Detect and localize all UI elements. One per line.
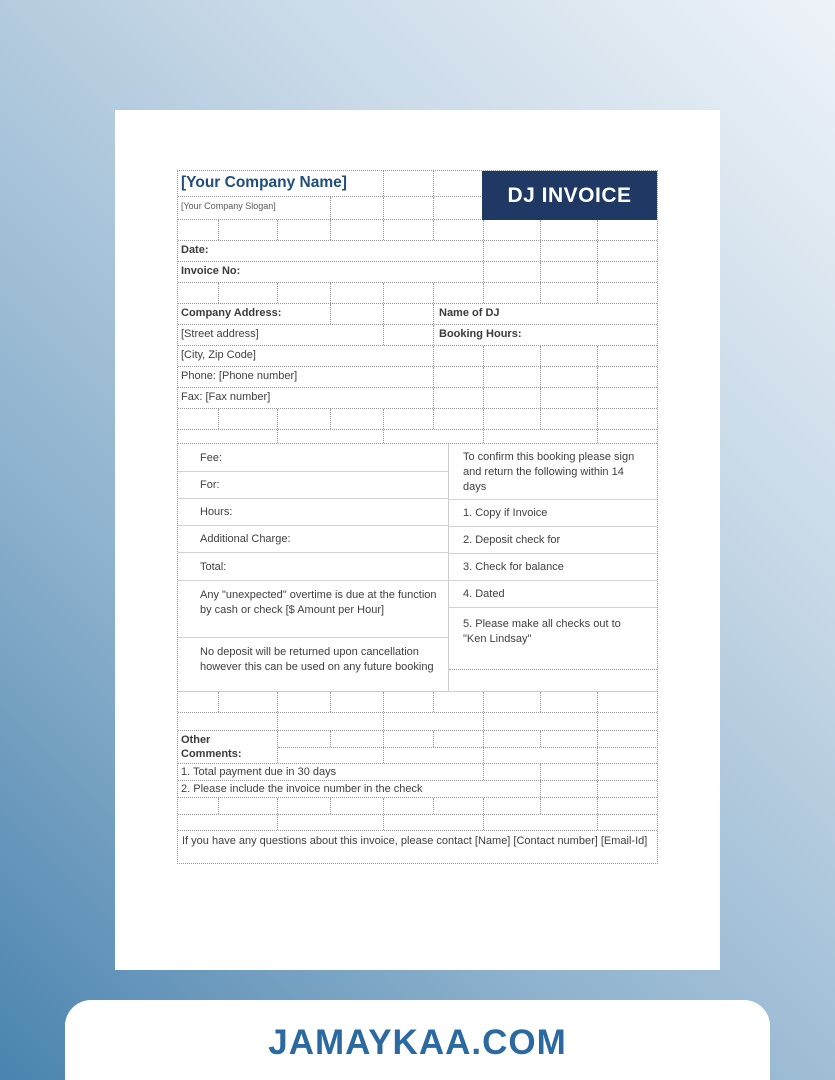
grid-cell [434,388,484,408]
for-row [178,472,448,499]
grid-cell [598,748,657,764]
grid-cell [541,731,598,747]
grid-cell [484,220,541,240]
grid-cell [484,367,541,387]
grid-spacer-row [178,409,657,430]
grid-spacer-row [178,713,657,731]
fee-label: Fee: [200,451,223,464]
comment-item-cell [178,764,484,780]
other-comments-row [178,731,657,764]
phone: Phone: [Phone number] [181,370,298,382]
grid-cell [541,262,598,282]
grid-cell [434,346,484,366]
grid-cell [484,430,598,443]
date-row [178,241,657,262]
grid-cell [384,283,434,303]
additional-charge-row [178,526,448,553]
grid-cell [384,815,484,830]
grid-spacer-row [278,748,657,764]
city-zip: [City, Zip Code] [181,349,256,361]
grid-cell [541,692,598,712]
grid-cell [331,692,384,712]
city-zip-cell [178,346,434,366]
grid-cell [384,692,434,712]
grid-cell [598,409,657,429]
grid-cell [598,713,657,730]
grid-cell [278,798,331,814]
grid-cell [484,798,541,814]
grid-cell [598,692,657,712]
other-comments-grid [278,731,657,763]
grid-cell [331,409,384,429]
grid-cell [331,731,384,747]
company-name-cell [178,171,384,196]
grid-cell [331,220,384,240]
grid-cell [178,692,219,712]
grid-cell [598,220,657,240]
grid-cell [384,325,434,345]
grid-cell [484,731,541,747]
grid-cell [434,367,484,387]
grid-cell [598,367,657,387]
grid-cell [434,409,484,429]
grid-cell [331,283,384,303]
street-address: [Street address] [181,328,259,340]
street-address-cell [178,325,384,345]
grid-cell [384,430,484,443]
deposit-note: No deposit will be returned upon cancellation however this can be used on any future booking [200,646,434,674]
name-of-dj-label: Name of DJ [439,307,500,319]
confirmation-item-1: 1. Copy if Invoice [449,500,657,527]
invoice-page [115,110,720,970]
grid-cell [278,748,384,764]
grid-cell [484,283,541,303]
grid-cell [278,731,331,747]
invoice-no-label: Invoice No: [181,265,241,277]
grid-cell [178,798,219,814]
grid-cell [178,409,219,429]
grid-spacer-row [178,283,657,304]
grid-cell [178,430,278,443]
grid-cell [278,815,384,830]
date-cell [178,241,484,261]
grid-cell [219,283,278,303]
grid-cell [178,283,219,303]
grid-cell [384,171,434,196]
fee-section [178,444,657,692]
invoice-no-cell [178,262,484,282]
grid-cell [541,781,598,797]
booking-hours-label: Booking Hours: [439,328,522,340]
fax: Fax: [Fax number] [181,391,271,403]
other-comments-cell [178,731,278,763]
confirmation-empty-cell [449,670,657,691]
grid-cell [484,764,541,780]
other-comments-label: Other Comments: [181,734,242,760]
additional-charge-label: Additional Charge: [200,533,291,545]
hours-row [178,499,448,526]
fee-column [178,444,449,691]
grid-cell [598,798,657,814]
grid-cell [434,197,484,219]
grid-cell [434,171,484,196]
grid-cell [541,346,598,366]
address-row-5 [178,388,657,409]
grid-cell [484,346,541,366]
grid-cell [484,815,598,830]
grid-cell [484,713,598,730]
grid-cell [434,692,484,712]
comment-item-row-2 [178,781,657,798]
grid-cell [598,346,657,366]
grid-cell [484,748,598,764]
grid-cell [384,197,434,219]
grid-spacer-row [178,430,657,444]
grid-cell [219,798,278,814]
dj-invoice-badge: DJ INVOICE [482,171,657,220]
grid-cell [331,798,384,814]
phone-cell [178,367,434,387]
comment-item-row-1 [178,764,657,781]
grid-cell [541,764,598,780]
grid-cell [278,409,331,429]
grid-spacer-row [178,798,657,815]
grid-cell [384,798,434,814]
company-slogan: [Your Company Slogan] [181,201,276,211]
booking-hours-cell [434,325,657,345]
grid-cell [541,798,598,814]
total-label: Total: [200,560,227,573]
grid-cell [598,388,657,408]
grid-cell [384,220,434,240]
grid-cell [598,764,657,780]
company-slogan-cell [178,197,331,219]
overtime-note: Any "unexpected" overtime is due at the function by cash or check [$ Amount per Hour] [178,581,448,638]
grid-cell [598,241,657,261]
invoice-no-row [178,262,657,283]
grid-cell [598,815,657,830]
grid-cell [219,220,278,240]
fee-row [178,444,448,472]
invoice-header [178,171,657,220]
company-name: [Your Company Name] [181,174,347,191]
confirmation-column [449,444,657,691]
grid-cell [278,692,331,712]
grid-cell [434,220,484,240]
address-row-4 [178,367,657,388]
company-address-label: Company Address: [181,307,282,319]
comment-item-1: 1. Total payment due in 30 days [181,766,337,778]
grid-cell [331,304,384,324]
grid-cell [331,197,384,219]
confirmation-item-4: 4. Dated [449,581,657,608]
confirmation-item-3: 3. Check for balance [449,554,657,581]
grid-cell [598,262,657,282]
grid-cell [484,241,541,261]
address-row-3 [178,346,657,367]
for-label: For: [200,479,220,491]
grid-cell [278,430,384,443]
total-row [178,553,448,581]
address-row-2 [178,325,657,346]
confirmation-item-2: 2. Deposit check for [449,527,657,554]
company-address-cell [178,304,331,324]
grid-cell [434,731,484,747]
name-of-dj-cell [434,304,657,324]
grid-cell [384,731,434,747]
contact-note: If you have any questions about this invoice, please contact [Name] [Contact number] [Email-Id] [182,835,648,847]
date-label: Date: [181,244,209,256]
grid-cell [541,367,598,387]
comment-item-2: 2. Please include the invoice number in the check [181,783,423,795]
confirmation-intro: To confirm this booking please sign and return the following within 14 days [449,444,657,500]
grid-cell [384,748,484,764]
grid-cell [484,262,541,282]
grid-cell [434,283,484,303]
hours-label: Hours: [200,506,233,518]
grid-cell [541,388,598,408]
grid-cell [541,241,598,261]
grid-cell [484,388,541,408]
watermark-footer [65,1000,770,1080]
grid-cell [541,409,598,429]
grid-spacer-row [178,692,657,713]
grid-cell [598,430,657,443]
grid-cell [384,713,484,730]
grid-cell [219,692,278,712]
grid-cell [219,409,278,429]
grid-cell [598,731,657,747]
invoice-table [177,170,658,864]
grid-spacer-row [178,220,657,241]
grid-cell [278,220,331,240]
grid-cell [541,283,598,303]
grid-cell [598,283,657,303]
comment-item-cell [178,781,541,797]
grid-cell [484,692,541,712]
grid-cell [434,798,484,814]
grid-spacer-row [178,815,657,831]
grid-cell [541,220,598,240]
grid-cell [278,713,384,730]
grid-cell [484,409,541,429]
grid-cell [278,283,331,303]
grid-cell [178,815,278,830]
grid-spacer-row [278,731,657,748]
confirmation-item-5: 5. Please make all checks out to "Ken Lindsay" [449,608,657,670]
fax-cell [178,388,434,408]
grid-cell [384,304,434,324]
grid-cell [384,409,434,429]
address-row-1 [178,304,657,325]
watermark-text: JAMAYKAA.COM [268,1022,567,1062]
grid-cell [178,713,278,730]
grid-cell [598,781,657,797]
grid-cell [178,220,219,240]
